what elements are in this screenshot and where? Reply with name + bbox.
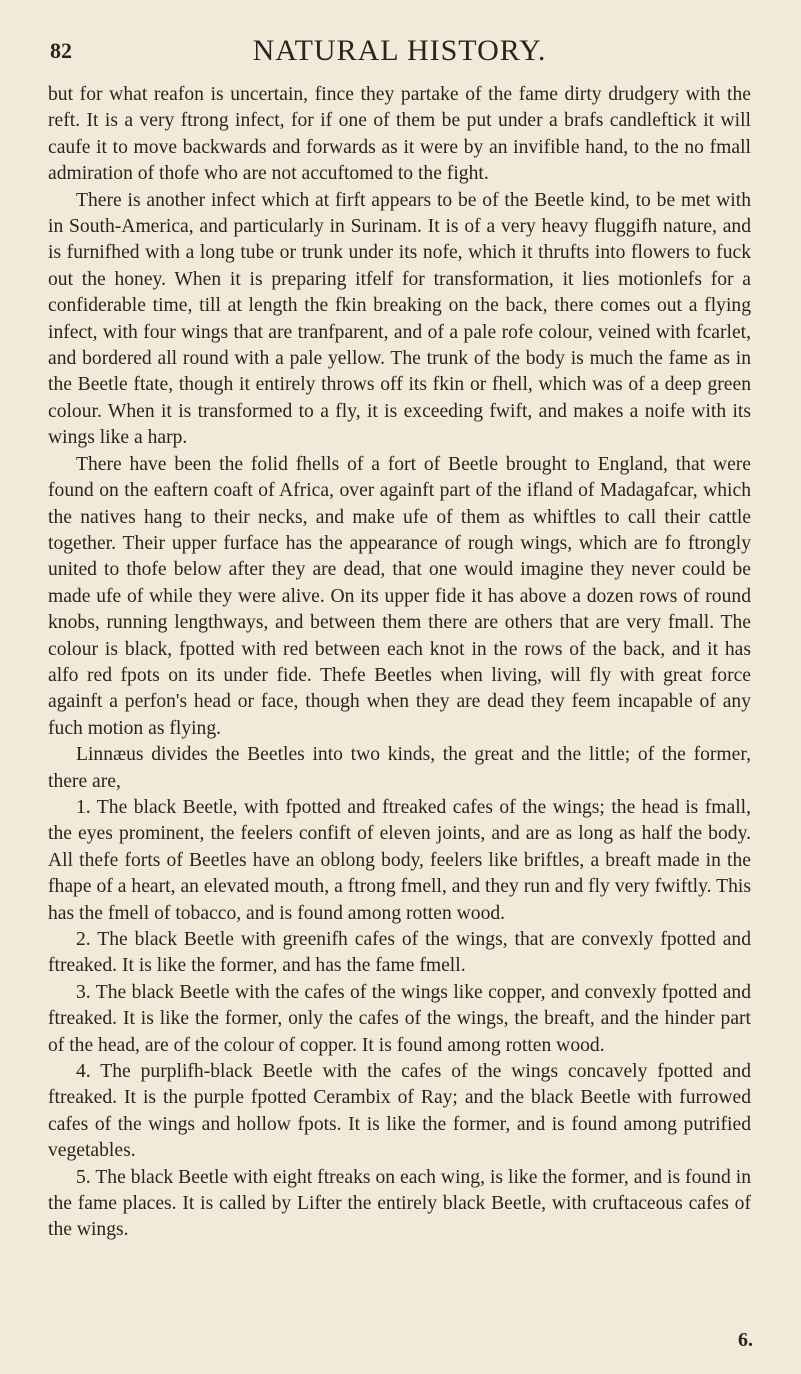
paragraph-continuation: but for what reafon is uncertain, fince they partake of the fame dirty drudgery with the reft. It is a very ftrong infect, for if one of them be put under a brafs candleftick it will caufe it to move backwards and forwards as it were by an invifible hand, to the no fmall admiration of thofe who are not accuftomed to the fight. (48, 84, 751, 185)
list-item-beetle-1: 1. The black Beetle, with fpotted and ftreaked cafes of the wings; the head is fmall, the eyes prominent, the feelers confift of eleven joints, and are as long as half the body. All thefe forts of Beetles have an oblong body, feelers like briftles, a breaft made in the fhape of a heart, an elevated mouth, a ftrong fmell, and they run and fly very fwiftly. This has the fmell of tobacco, and is found among rotten wood. (48, 796, 751, 924)
list-item-beetle-3: 3. The black Beetle with the cafes of the wings like copper, and convexly fpotted and ftreaked. It is like the former, only the cafes of the wings, the breaft, and the hinder part of the head, are of the colour of copper. It is found among rotten wood. (48, 981, 751, 1056)
list-item-beetle-4: 4. The purplifh-black Beetle with the cafes of the wings concavely fpotted and ftreaked. It is the purple fpotted Cerambix of Ray; and the black Beetle with furrowed cafes of the wings and hollow fpots. It is like the former, and is found among putrified vegetables. (48, 1061, 751, 1162)
page-header (48, 32, 751, 82)
catchword: 6. (738, 1329, 753, 1351)
list-item-beetle-5: 5. The black Beetle with eight ftreaks on each wing, is like the former, and is found in the fame places. It is called by Lifter the entirely black Beetle, with cruftaceous cafes of the wings. (48, 1166, 751, 1241)
running-title: NATURAL HISTORY. (252, 34, 547, 67)
paragraph-african-beetle: There have been the folid fhells of a fort of Beetle brought to England, that were found on the eaftern coaft of Africa, over againft part of the ifland of Madagafcar, which the natives hang to their necks, and make ufe of them as whiftles to call their cattle together. Their upper furface has the appearance of rough wings, which are fo ftrongly united to thofe below after they are dead, that one would imagine they never could be made ufe of while they were alive. On its upper fide it has above a dozen rows of round knobs, running lengthways, and between them there are others that are very fmall. The colour is black, fpotted with red between each knot in the rows of the back, and it has alfo red fpots on its under fide. Thefe Beetles when living, will fly with great force againft a perfon's head or face, though when they are dead they feem incapable of any fuch motion as flying. (48, 453, 751, 739)
page-body (48, 82, 751, 1244)
list-item-beetle-2: 2. The black Beetle with greenifh cafes of the wings, that are convexly fpotted and ftreaked. It is like the former, and has the fame fmell. (48, 929, 751, 977)
paragraph-linnaeus: Linnæus divides the Beetles into two kinds, the great and the little; of the former, there are, (48, 744, 751, 792)
paragraph-surinam-insect: There is another infect which at firft appears to be of the Beetle kind, to be met with in South-America, and particularly in Surinam. It is of a very heavy fluggifh nature, and is furnifhed with a long tube or trunk under its nofe, which it thrufts into flowers to fuck out the honey. When it is preparing itfelf for transformation, it lies motionlefs for a confiderable time, till at length the fkin breaking on the back, there comes out a flying infect, with four wings that are tranfparent, and of a pale rofe colour, veined with fcarlet, and bordered all round with a pale yellow. The trunk of the body is much the fame as in the Beetle ftate, though it entirely throws off its fkin or fhell, which was of a deep green colour. When it is transformed to a fly, it is exceeding fwift, and makes a noife with its wings like a harp. (48, 189, 751, 449)
page-number: 82 (50, 38, 72, 63)
